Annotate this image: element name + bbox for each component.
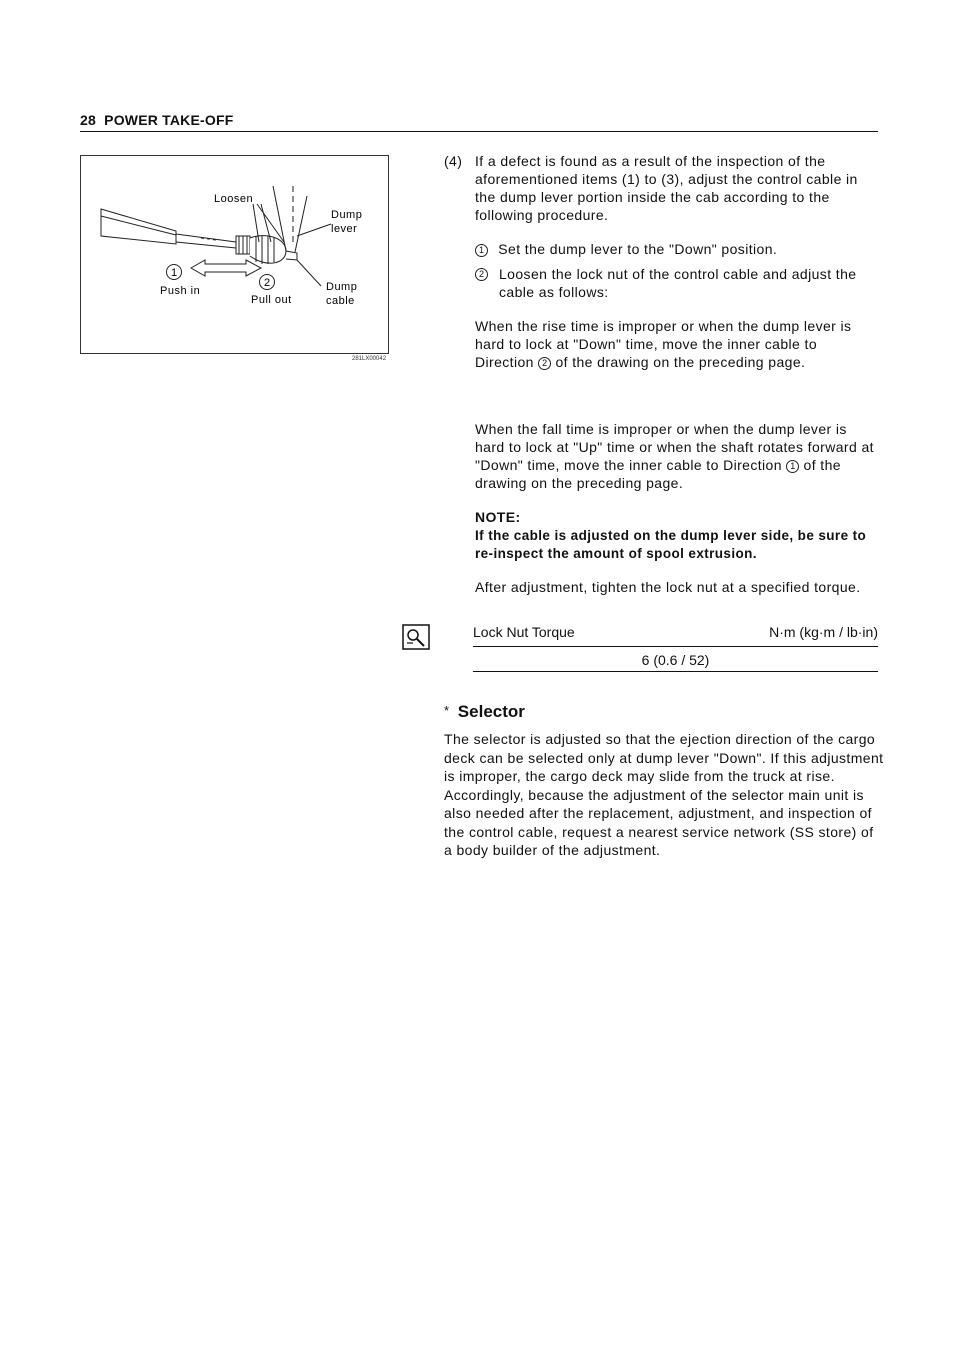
torque-value: 6 (0.6 / 52): [641, 652, 710, 668]
substep-1-number: 1: [475, 244, 488, 257]
circle-number-2: 2: [263, 277, 271, 289]
note-title: NOTE:: [475, 509, 521, 525]
selector-text: The selector is adjusted so that the ejection direction of the cargo deck can be selected only at dump lever "Down". If this adjustment is improper, the cargo deck may slide from the truck at rise. Accordingly, because the adjustment of the selector main unit is also needed after the replacement, adjustment, and inspection of the control cable, request a nearest service network (SS store) of a body builder of the adjustment.: [444, 731, 884, 858]
pull-out-label: Pull out: [251, 294, 292, 306]
torque-value-row: [473, 652, 878, 672]
dump-lever-label-line2: lever: [331, 223, 358, 235]
after-adjustment-text: After adjustment, tighten the lock nut at a specified torque.: [475, 579, 861, 595]
rise-text-before: When the rise time is improper or when the dump lever is hard to lock at "Down" time, move the inner cable to Direction: [475, 318, 852, 370]
magnifier-icon: [402, 624, 430, 650]
illustration-drawing: [81, 156, 390, 355]
step-4-text: If a defect is found as a result of the inspection of the aforementioned items (1) to (3), adjust the control cable in the dump lever portion inside the cab according to the following procedure.: [475, 153, 858, 223]
paragraph-rise-time: [475, 317, 871, 371]
substep-2: [475, 265, 880, 301]
substep-1-text: Set the dump lever to the "Down" position.: [498, 241, 778, 257]
page-number: 28: [80, 112, 96, 128]
substep-2-number: 2: [475, 268, 488, 281]
dump-lever-illustration: [80, 155, 389, 354]
step-4-number: (4): [444, 153, 463, 169]
torque-unit: N·m (kg·m / lb·in): [769, 624, 878, 640]
fall-text-before: When the fall time is improper or when the dump lever is hard to lock at "Up" time or when the shaft rotates forward at "Down" time, move the inner cable to Direction: [475, 421, 874, 473]
note-body: If the cable is adjusted on the dump lever side, be sure to re-inspect the amount of spool extrusion.: [475, 528, 867, 561]
torque-label: Lock Nut Torque: [473, 624, 575, 640]
push-in-label: Push in: [160, 285, 201, 297]
selector-title: Selector: [457, 702, 525, 721]
circle-number-1: 1: [170, 267, 178, 279]
substep-1: [475, 240, 875, 258]
dump-cable-label-line1: Dump: [326, 281, 358, 293]
rise-direction-number: 2: [538, 357, 551, 370]
torque-header-row: [473, 624, 878, 647]
fall-text-after: of the drawing on the preceding page.: [475, 457, 841, 491]
header-title: POWER TAKE-OFF: [104, 112, 234, 128]
substep-2-text: Loosen the lock nut of the control cable and adjust the cable as follows:: [499, 266, 857, 300]
fall-direction-number: 1: [786, 460, 799, 473]
rise-text-after: of the drawing on the preceding page.: [555, 354, 806, 370]
selector-bullet: *: [444, 703, 450, 718]
paragraph-fall-time: [475, 420, 875, 492]
selector-heading: [444, 702, 525, 722]
page-header: [80, 112, 878, 132]
figure-code: 281LX00042: [352, 356, 387, 362]
dump-cable-label-line2: cable: [326, 295, 355, 307]
dump-lever-label-line1: Dump: [331, 209, 363, 221]
loosen-label: Loosen: [214, 193, 254, 205]
